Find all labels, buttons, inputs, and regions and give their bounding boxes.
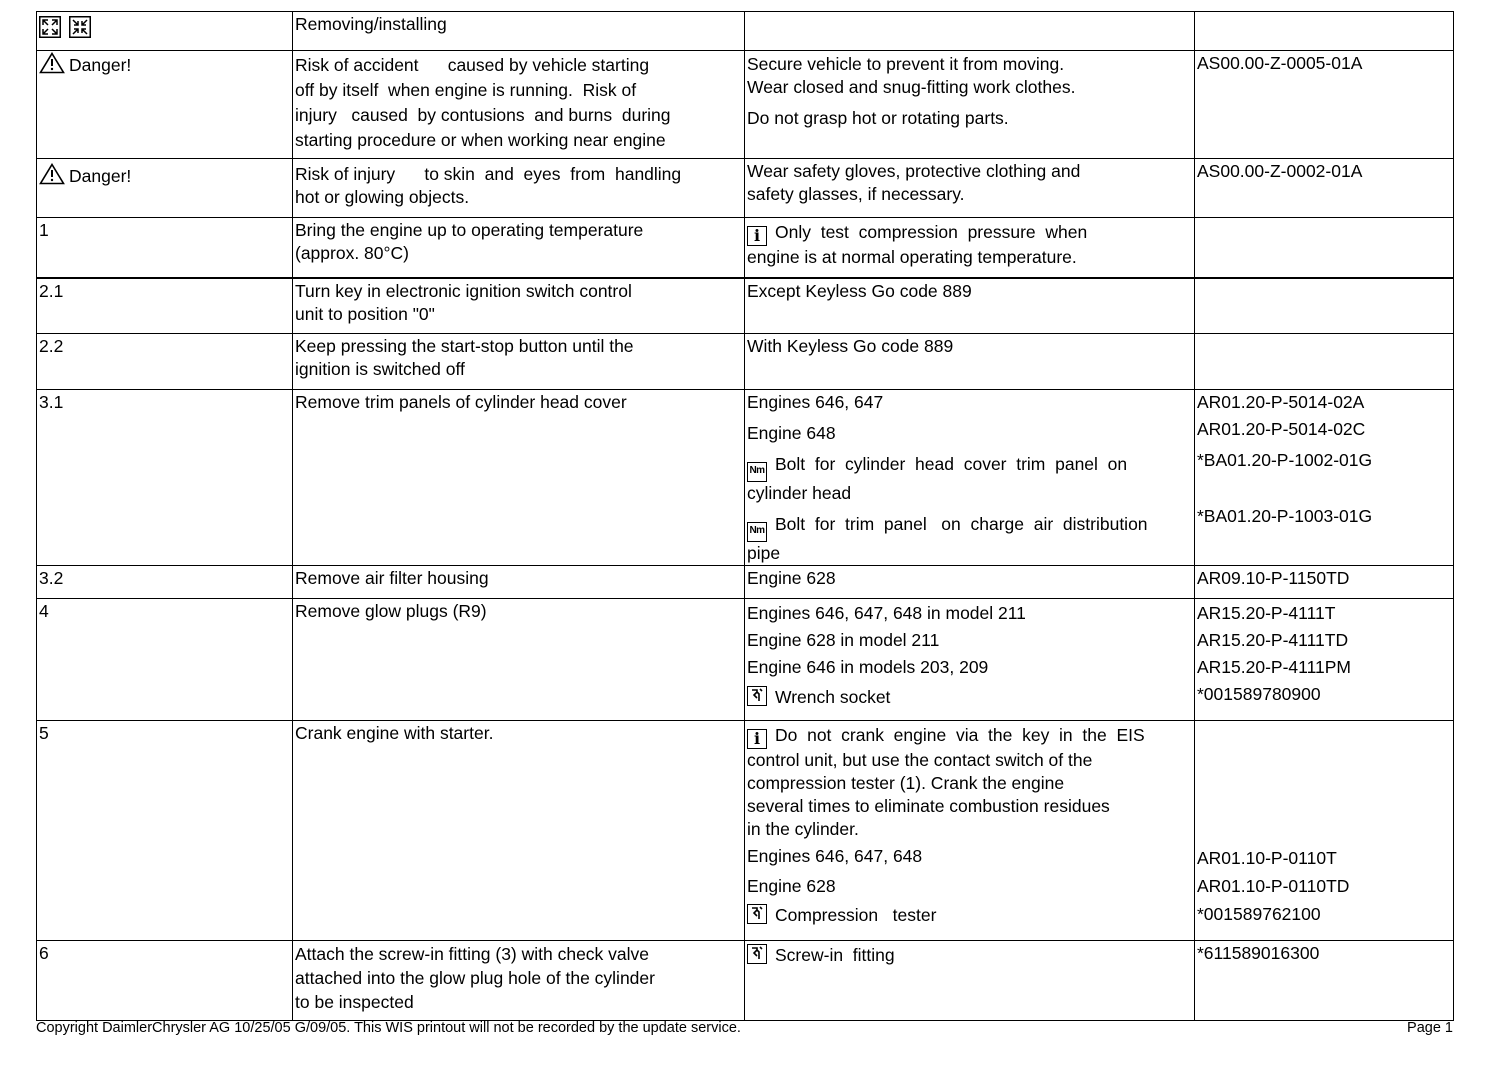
step-number: 6 (39, 943, 49, 963)
danger-label: Danger! (69, 166, 132, 186)
note-text: control unit, but use the contact switch of the (747, 750, 1093, 770)
action-text: Risk of injury to skin and eyes from handling (295, 164, 682, 184)
table-row (37, 278, 1454, 334)
action-text: ignition is switched off (295, 359, 465, 379)
warning-triangle-icon (39, 52, 65, 80)
header-icon-cell (37, 12, 293, 51)
action-text: attached into the glow plug hole of the cylinder (295, 968, 655, 988)
note-text: cylinder head (747, 483, 852, 503)
note-text: several times to eliminate combustion residues (747, 796, 1110, 816)
action-text: unit to position "0" (295, 303, 435, 324)
note-text: Wrench socket (775, 687, 891, 707)
step-number: 3.1 (39, 392, 64, 412)
note-text: Do not crank engine via the key in the EIS (775, 725, 1145, 745)
torque-nm-icon: Nm (747, 522, 767, 542)
procedure-table (36, 11, 1454, 1021)
document-reference[interactable]: AS00.00-Z-0002-01A (1197, 161, 1363, 181)
info-icon: i (747, 729, 767, 749)
special-tool-icon (747, 904, 767, 924)
document-reference[interactable]: *611589016300 (1197, 943, 1320, 963)
table-row (37, 721, 1454, 941)
section-title: Removing/installing (295, 14, 447, 34)
document-reference[interactable]: *001589780900 (1197, 684, 1321, 704)
document-reference[interactable]: AR15.20-P-4111TD (1197, 630, 1349, 650)
note-text: safety glasses, if necessary. (747, 184, 965, 204)
note-text: Secure vehicle to prevent it from moving. (747, 54, 1065, 74)
action-text: Turn key in electronic ignition switch control (295, 280, 632, 301)
note-text: Engine 628 (747, 876, 836, 896)
info-icon: i (747, 226, 767, 246)
document-reference[interactable]: AR15.20-P-4111PM (1197, 657, 1352, 677)
document-reference[interactable]: AR01.10-P-0110T (1197, 848, 1337, 868)
torque-nm-icon: Nm (747, 462, 767, 482)
step-number: 1 (39, 220, 49, 240)
note-text: Engine 648 (747, 423, 836, 443)
note-text: Engines 646, 647, 648 (747, 846, 923, 866)
header-row (37, 12, 1454, 51)
action-text: Keep pressing the start-stop button until the (295, 336, 634, 356)
document-reference[interactable]: AR15.20-P-4111T (1197, 603, 1336, 623)
step-number: 3.2 (39, 568, 64, 588)
note-text: Wear safety gloves, protective clothing and (747, 161, 1081, 181)
note-text: Engines 646, 647 (747, 392, 884, 412)
action-text: (approx. 80°C) (295, 243, 409, 263)
note-text: engine is at normal operating temperature. (747, 247, 1077, 267)
document-reference[interactable]: AR01.20-P-5014-02C (1197, 419, 1366, 439)
action-text: Remove glow plugs (R9) (295, 601, 487, 621)
action-text: Remove air filter housing (295, 568, 489, 588)
action-text: Attach the screw-in fitting (3) with check valve (295, 944, 650, 964)
step-number: 2.2 (39, 336, 64, 356)
note-text: Bolt for cylinder head cover trim panel on (775, 454, 1128, 474)
action-text: starting procedure or when working near engine (295, 130, 666, 150)
document-reference[interactable]: *BA01.20-P-1003-01G (1197, 506, 1373, 526)
copyright-footer: Copyright DaimlerChrysler AG 10/25/05 G/09/05. This WIS printout will not be recorded by the update service. (36, 1020, 741, 1036)
action-text: off by itself when engine is running. Risk of (295, 80, 637, 100)
table-row (37, 51, 1454, 159)
note-text: With Keyless Go code 889 (747, 336, 954, 356)
document-reference[interactable]: AR01.10-P-0110TD (1197, 876, 1350, 896)
table-row (37, 566, 1454, 599)
document-reference[interactable]: AR09.10-P-1150TD (1197, 568, 1350, 588)
note-text: Compression tester (775, 905, 937, 925)
document-reference[interactable]: AS00.00-Z-0005-01A (1197, 53, 1363, 73)
table-row (37, 941, 1454, 1021)
note-text: pipe (747, 543, 781, 563)
action-text: injury caused by contusions and burns during (295, 105, 671, 125)
document-reference[interactable]: AR01.20-P-5014-02A (1197, 392, 1365, 412)
action-text: hot or glowing objects. (295, 187, 470, 207)
note-text: in the cylinder. (747, 819, 859, 839)
note-text: compression tester (1). Crank the engine (747, 773, 1065, 793)
table-row (37, 390, 1454, 566)
install-icon (69, 16, 91, 38)
note-text: Engine 646 in models 203, 209 (747, 657, 989, 677)
warning-triangle-icon (39, 163, 65, 191)
action-text: Crank engine with starter. (295, 723, 494, 743)
special-tool-icon (747, 686, 767, 706)
table-row (37, 159, 1454, 218)
action-text: to be inspected (295, 992, 414, 1012)
table-row (37, 218, 1454, 278)
note-text: Wear closed and snug-fitting work clothes. (747, 77, 1076, 97)
document-reference[interactable]: *BA01.20-P-1002-01G (1197, 450, 1373, 470)
special-tool-icon (747, 944, 767, 964)
action-text: Bring the engine up to operating temperature (295, 220, 644, 240)
action-text: Remove trim panels of cylinder head cover (295, 392, 627, 412)
note-text: Engines 646, 647, 648 in model 211 (747, 603, 1026, 623)
note-text: Screw-in fitting (775, 945, 895, 965)
danger-label: Danger! (69, 55, 132, 75)
page-number: Page 1 (1407, 1020, 1453, 1036)
step-number: 5 (39, 723, 49, 743)
action-text: Risk of accident caused by vehicle starting (295, 55, 650, 75)
note-text: Only test compression pressure when (775, 222, 1088, 242)
note-text: Engine 628 (747, 568, 836, 588)
note-text: Do not grasp hot or rotating parts. (747, 108, 1009, 128)
document-reference[interactable]: *001589762100 (1197, 904, 1321, 924)
note-text: Engine 628 in model 211 (747, 630, 940, 650)
note-text: Bolt for trim panel on charge air distribution (775, 514, 1148, 534)
table-row (37, 599, 1454, 721)
note-text: Except Keyless Go code 889 (747, 280, 972, 301)
step-number: 2.1 (39, 280, 64, 301)
step-number: 4 (39, 601, 49, 621)
remove-icon (39, 16, 61, 38)
table-row (37, 334, 1454, 390)
